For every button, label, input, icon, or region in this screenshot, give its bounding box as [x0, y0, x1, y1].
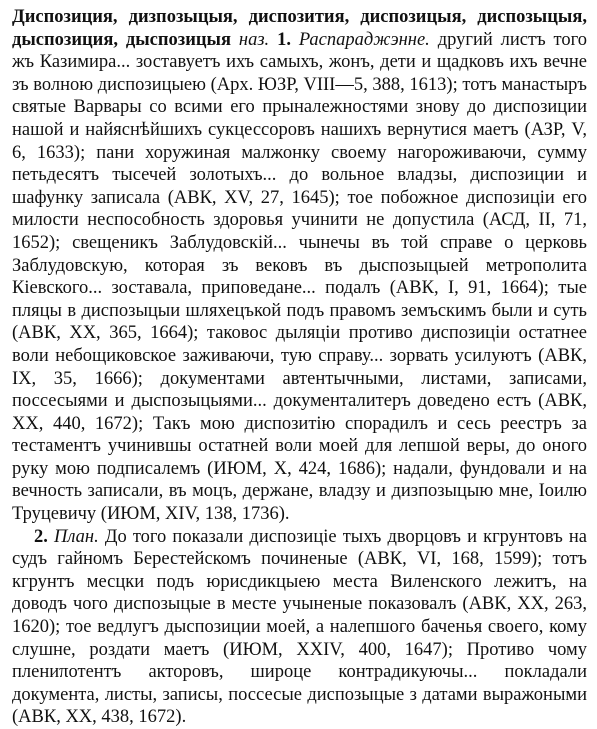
- entry-sense-1: [12, 6, 587, 526]
- sense-2-number: 2.: [34, 526, 48, 547]
- sense-1-text: другий листъ того жъ Казимира... зоставуетъ ихъ самыхъ, жонъ, дети и щадковъ ихъ вечне зъ волною диспозицыею (Арх. ЮЗР, VIII—5, 388, 1613); тотъ манастыръ святые Варвары со всими его прыналежностями знову до диспозиции нашой и найяснѣйшихъ сукцессоровъ нашихъ вернутися маетъ (АЗР, V, 6, 1633); пани хоружиная малжонку своему нагороживаючи, сумму петьдесятъ тысечей золотыхъ... до вольное владзы, диспозиции и шафунку записала (АВК, XV, 27, 1645); тое побожное диспозицiи его милости неспособность здоровья учинити не допустила (АСД, II, 71, 1652); свещеникъ Заблудовскiй... чынечы въ той справе о церковь Заблудовскую, которая зъ вековъ въ дыспозыцыей метрополита Кiевского... зоставала, приповедане... подалъ (АВК, I, 91, 1664); тые пляцы в диспозыцыи шляхецъкой подъ правомъ земъскимъ были и суть (АВК, XX, 365, 1664); таковос дыляцiи противо диспозицiи остатнее воли небощиковское заживаючи, тую справу... зорвать усилуютъ (АВК, IX, 35, 1666); документами автентычными, листами, записами, поссесыями и дыспозыцыями... документалитеръ доведено естъ (АВК, XX, 440, 1672); Такъ мою диспозитiю спорадилъ и сесь реестръ за тестаментъ учинившы остатней воли моей для лепшой веры, до оного руку мою подписалемъ (ИЮМ, X, 424, 1686); надали, фундовали и на вечность записали, въ моцъ, держане, владзу и дизпозыцыю мне, Iоилю Труцевичу (ИЮМ, XIV, 138, 1736).: [12, 29, 587, 525]
- sense-2-gloss: План.: [54, 526, 99, 547]
- entry-headword: Диспозиция, дизпозыцыя, диспозития, диспозицыя, диспозыцыя, дыспозиция, дыспозицыя: [12, 7, 587, 50]
- entry-pos: наз.: [238, 29, 270, 50]
- sense-1-number: 1.: [277, 29, 291, 50]
- sense-1-gloss: Распараджэнне.: [298, 29, 430, 50]
- entry-sense-2: [12, 526, 587, 729]
- sense-2-text: До того показали диспозицiе тыхъ дворцовъ и кгрунтовъ на судъ гайномъ Берестейскомъ починеные (АВК, VI, 168, 1599); тотъ кгрунтъ месцки подъ юрисдикцыею места Виленского лежитъ, на доводъ чого диспозыцые в месте учыненые показовалъ (АВК, XX, 263, 1620); тое ведлугъ дыспозиции моей, а налепшого баченья своего, кому слушне, роздати маетъ (ИЮМ, XXIV, 400, 1647); Противо чому плениπотентъ акторовъ, широце контрадикуючы... покладали документа, листы, записы, поссесые диспозыцые з датами выражоными (АВК, XX, 438, 1672).: [12, 526, 588, 728]
